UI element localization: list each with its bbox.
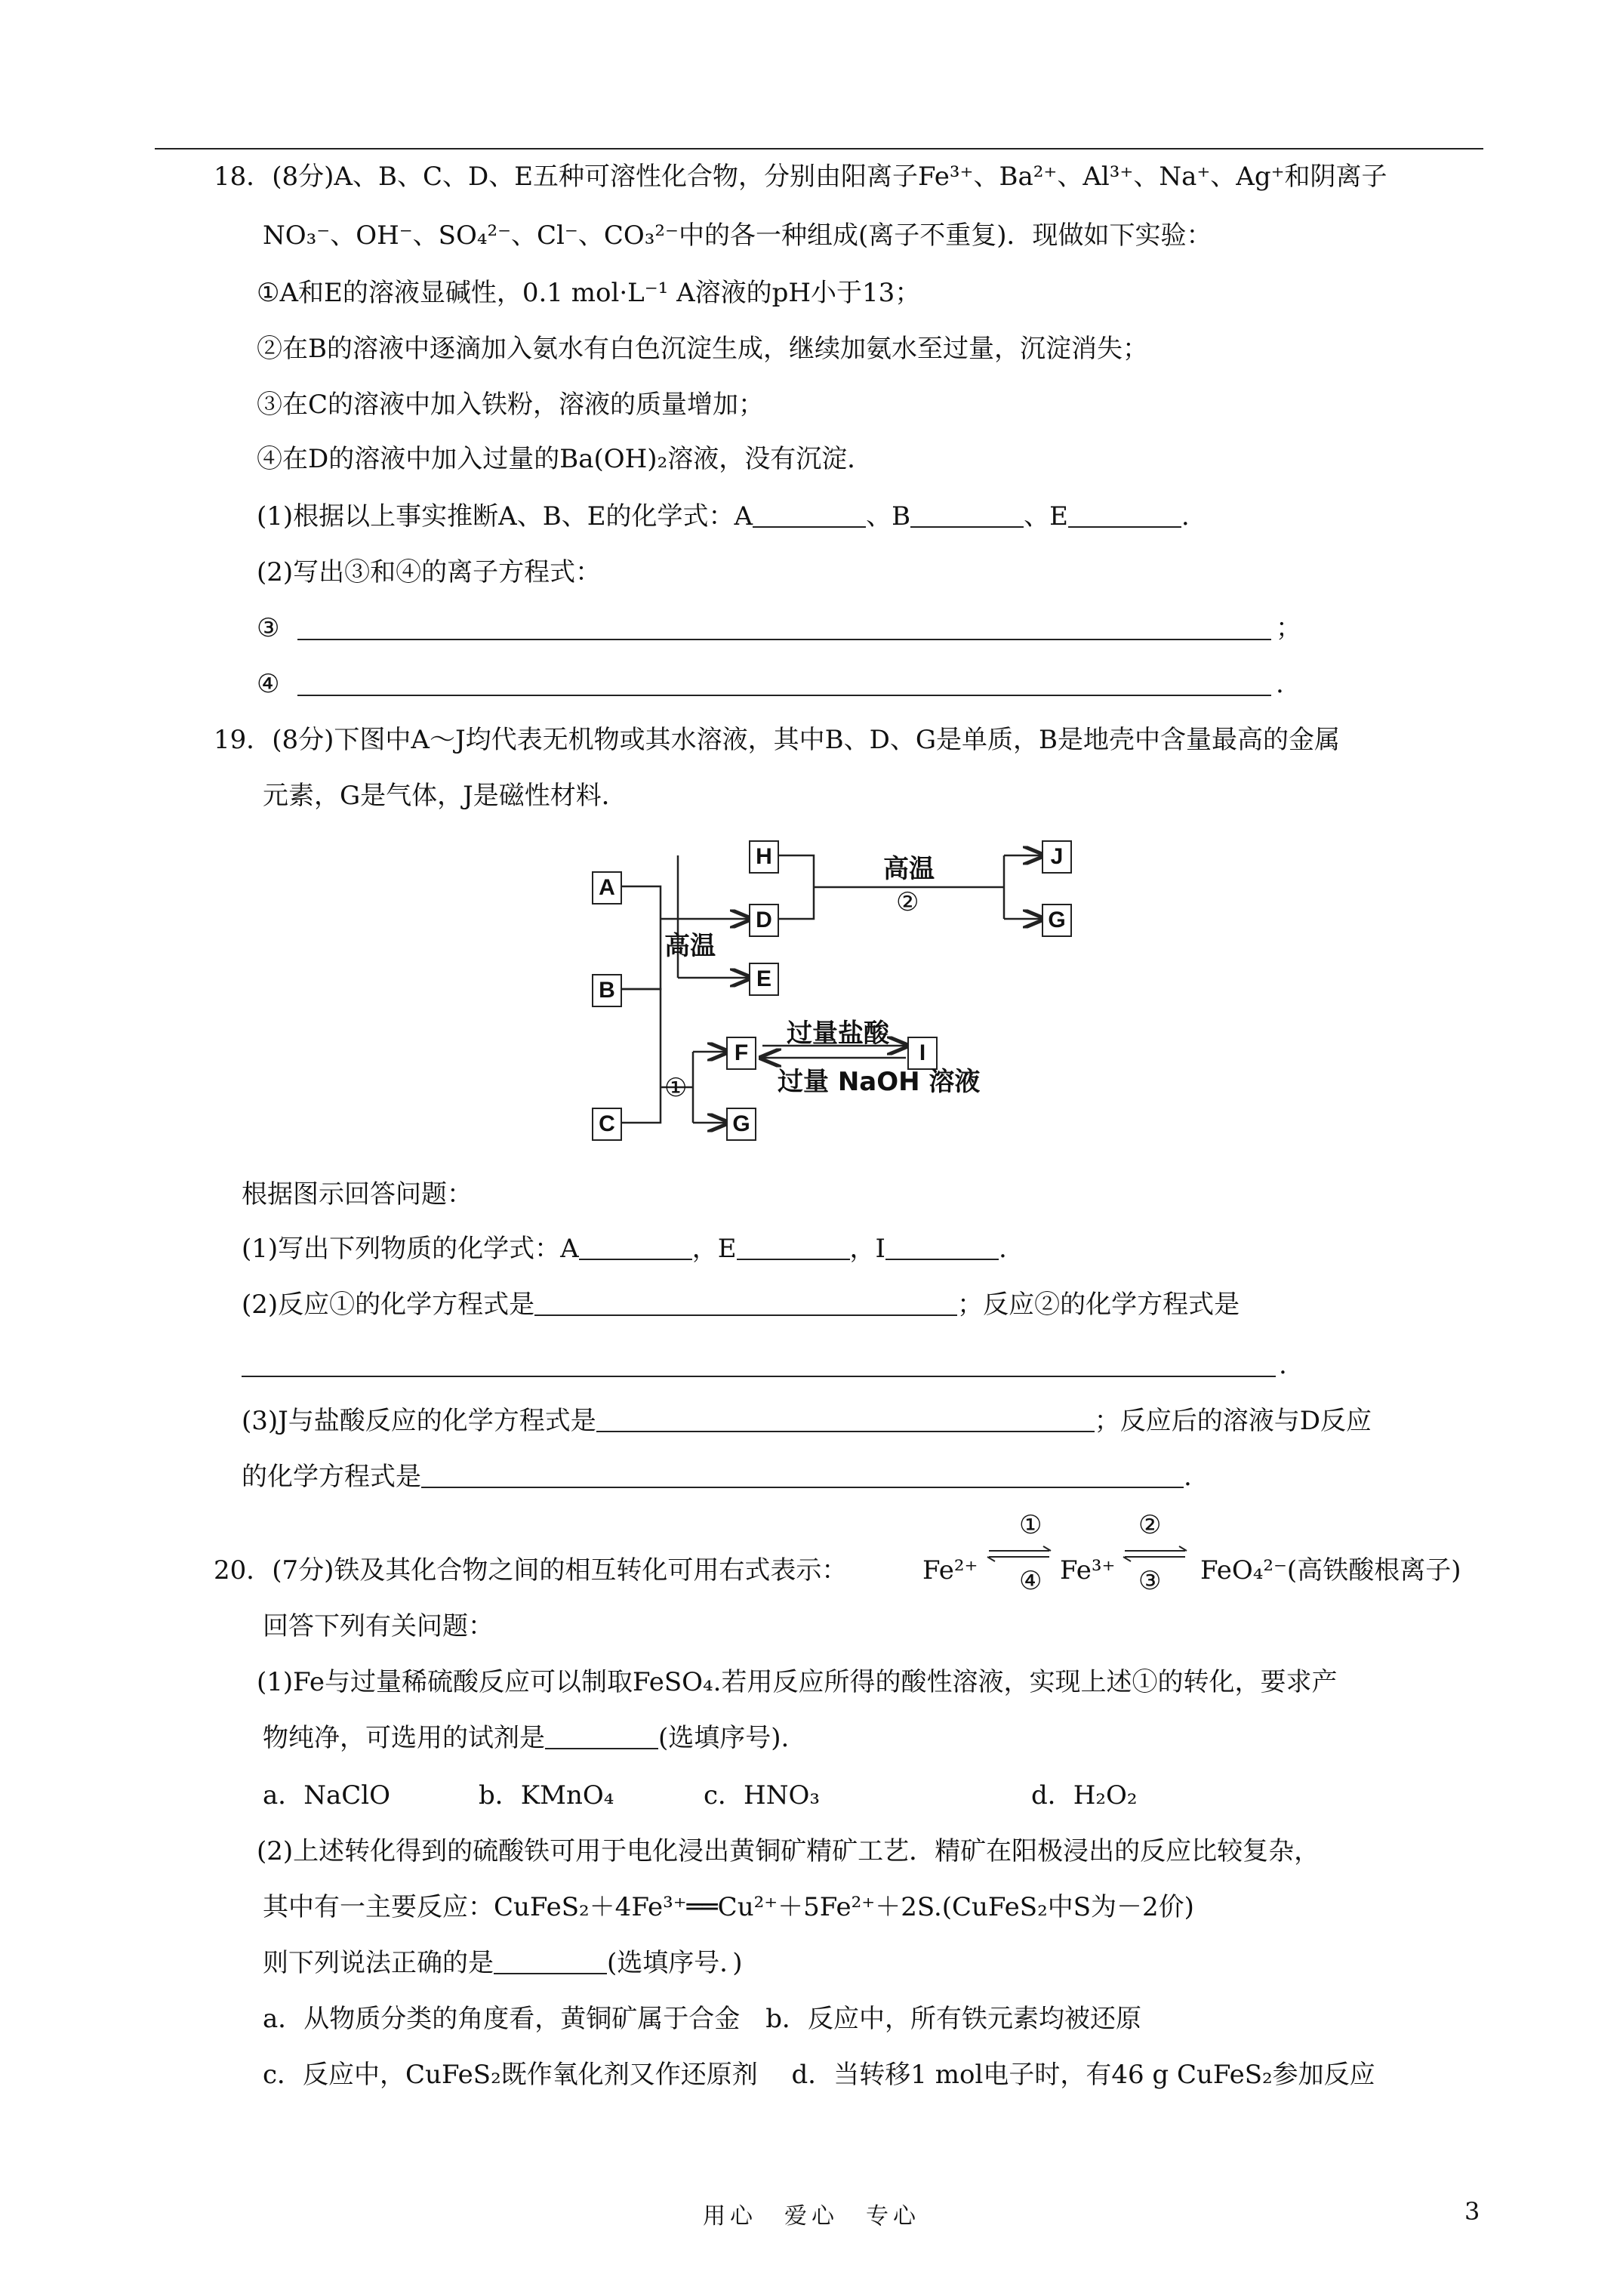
q19-sub3-prompt: (3)J与盐酸反应的化学方程式是	[242, 1406, 596, 1436]
q19-sub2	[242, 1288, 1240, 1321]
label-high-temp-1: 高温	[664, 931, 716, 961]
q20-fe2: Fe²⁺	[922, 1555, 978, 1586]
answer-blank-i19[interactable]	[885, 1236, 999, 1260]
q19-sub2-mid: ；反应②的化学方程式是	[957, 1290, 1240, 1320]
q19-sub1	[242, 1232, 1007, 1265]
q20-sub2-c	[263, 1946, 743, 1980]
q20-line2: 回答下列有关问题：	[263, 1611, 494, 1641]
q19-line2: 元素，G是气体，J是磁性材料．	[263, 781, 627, 811]
page-number: 3	[1464, 2197, 1480, 2226]
q20-opt-a: a．NaClO	[263, 1780, 391, 1811]
q19-sub3-line2	[242, 1460, 1192, 1493]
q20-opt-c: c．HNO₃	[704, 1780, 820, 1811]
answer-blank-reagent[interactable]	[545, 1725, 658, 1749]
answer-blank-correct[interactable]	[494, 1950, 607, 1974]
answer-line-eq4[interactable]	[297, 695, 1271, 696]
q20-sub1-prompt: 物纯净，可选用的试剂是	[263, 1723, 545, 1753]
box-g-bottom: G	[726, 1108, 756, 1141]
q20-line1: 20．(7分)铁及其化合物之间的相互转化可用右式表示：	[214, 1555, 848, 1586]
q19-sub1-prompt: (1)写出下列物质的化学式：A	[242, 1234, 579, 1264]
q19-line1: 19．(8分)下图中A～J均代表无机物或其水溶液，其中B、D、G是单质，B是地壳中含量最高的金属	[214, 725, 1340, 755]
q18-line1: 18．(8分)A、B、C、D、E五种可溶性化合物，分别由阳离子Fe³⁺、Ba²⁺、Al³⁺、Na⁺、Ag⁺和阴离子	[214, 162, 1387, 192]
answer-blank-j-hcl[interactable]	[596, 1408, 1095, 1432]
q18-mark4-end: .	[1276, 669, 1284, 699]
answer-blank-a[interactable]	[753, 504, 866, 528]
q19-sub1-end: .	[998, 1234, 1007, 1264]
answer-blank-a19[interactable]	[579, 1236, 692, 1260]
box-i: I	[907, 1037, 938, 1070]
footer-motto: 用心 爱心 专心	[703, 2203, 920, 2230]
q20-sub1-end: (选填序号).	[658, 1723, 790, 1753]
box-g-top: G	[1042, 904, 1072, 937]
box-e: E	[749, 963, 779, 996]
q18-line2: NO₃⁻、OH⁻、SO₄²⁻、Cl⁻、CO₃²⁻中的各一种组成(离子不重复)．现做如下实验：	[263, 220, 1212, 251]
label-arrow1-bottom: ④	[1019, 1566, 1042, 1596]
answer-blank-reaction1[interactable]	[534, 1292, 957, 1316]
answer-line-eq3[interactable]	[297, 639, 1271, 640]
q19-sub1-e: ，E	[691, 1234, 737, 1264]
q19-sub1-i: ，I	[849, 1234, 885, 1264]
answer-blank-e[interactable]	[1068, 504, 1181, 528]
q18-sub1	[257, 500, 1190, 533]
label-reaction-2: ②	[896, 887, 919, 917]
q20-sub2-b: 其中有一主要反应：CuFeS₂＋4Fe³⁺══Cu²⁺＋5Fe²⁺＋2S.(CuFeS₂中S为－2价)	[263, 1892, 1194, 1922]
answer-blank-e19[interactable]	[737, 1236, 850, 1260]
q18-exp4: ④在D的溶液中加入过量的Ba(OH)₂溶液，没有沉淀．	[257, 444, 873, 474]
q18-sub1-end: .	[1181, 501, 1190, 532]
q20-opt-cd: c．反应中，CuFeS₂既作氧化剂又作还原剂 d．当转移1 mol电子时，有46 g CuFeS₂参加反应	[263, 2060, 1375, 2090]
q18-exp1: ①A和E的溶液显碱性，0.1 mol·L⁻¹ A溶液的pH小于13；	[257, 278, 921, 308]
answer-line-reaction2[interactable]	[242, 1376, 1276, 1377]
label-arrow1-top: ①	[1019, 1510, 1042, 1540]
box-a: A	[592, 871, 622, 905]
q19-sub2-end: .	[1279, 1350, 1287, 1380]
q20-sub2-a: (2)上述转化得到的硫酸铁可用于电化浸出黄铜矿精矿工艺．精矿在阳极浸出的反应比较复杂，	[257, 1836, 1320, 1866]
q18-mark4: ④	[257, 669, 280, 699]
q20-sub2-prompt: 则下列说法正确的是	[263, 1948, 494, 1978]
label-excess-hcl: 过量盐酸	[787, 1019, 889, 1049]
q20-sub2-end: (选填序号．)	[607, 1948, 743, 1978]
q20-opt-d: d．H₂O₂	[1031, 1780, 1138, 1811]
answer-blank-d-reaction[interactable]	[421, 1464, 1184, 1488]
q19-sub3-mid: ；反应后的溶液与D反应	[1094, 1406, 1372, 1436]
q18-exp2: ②在B的溶液中逐滴加入氨水有白色沉淀生成，继续加氨水至过量，沉淀消失；	[257, 334, 1148, 364]
box-h: H	[749, 840, 779, 874]
label-arrow2-bottom: ③	[1138, 1566, 1162, 1596]
box-f: F	[726, 1037, 756, 1070]
label-reaction-1: ①	[664, 1073, 688, 1103]
q20-fe3: Fe³⁺	[1060, 1555, 1116, 1586]
q19-sub3	[242, 1404, 1372, 1438]
equilibrium-arrows	[981, 1545, 1253, 1567]
q18-sub2: (2)写出③和④的离子方程式：	[257, 557, 602, 587]
q18-sub1-e: 、E	[1024, 501, 1068, 532]
q19-sub2-prompt: (2)反应①的化学方程式是	[242, 1290, 535, 1320]
q18-sub1-b: 、B	[866, 501, 911, 532]
label-excess-naoh: 过量 NaOH 溶液	[778, 1067, 981, 1097]
q20-sub1-a: (1)Fe与过量稀硫酸反应可以制取FeSO₄.若用反应所得的酸性溶液，实现上述①的转化，要求产	[257, 1667, 1338, 1697]
q20-opt-ab: a．从物质分类的角度看，黄铜矿属于合金 b．反应中，所有铁元素均被还原	[263, 2004, 1142, 2034]
box-d: D	[749, 904, 779, 937]
box-c: C	[592, 1108, 622, 1141]
q18-sub1-prompt: (1)根据以上事实推断A、B、E的化学式：A	[257, 501, 753, 532]
q19-intro: 根据图示回答问题：	[242, 1179, 473, 1210]
q18-mark3-end: ；	[1276, 613, 1301, 643]
label-high-temp-2: 高温	[883, 854, 935, 884]
box-j: J	[1042, 840, 1072, 874]
q19-sub3-end: .	[1184, 1462, 1192, 1492]
label-arrow2-top: ②	[1138, 1510, 1162, 1540]
q20-opt-b: b．KMnO₄	[479, 1780, 614, 1811]
q20-sub1-b	[263, 1721, 789, 1755]
box-b: B	[592, 974, 622, 1007]
q18-exp3: ③在C的溶液中加入铁粉，溶液的质量增加；	[257, 390, 765, 420]
answer-blank-b[interactable]	[910, 504, 1024, 528]
q19-sub3-line2-text: 的化学方程式是	[242, 1462, 421, 1492]
q20-feo4: FeO₄²⁻(高铁酸根离子)	[1200, 1555, 1461, 1586]
reaction-flow-diagram	[589, 819, 1117, 1144]
header-rule	[155, 148, 1483, 149]
q18-mark3: ③	[257, 613, 280, 643]
